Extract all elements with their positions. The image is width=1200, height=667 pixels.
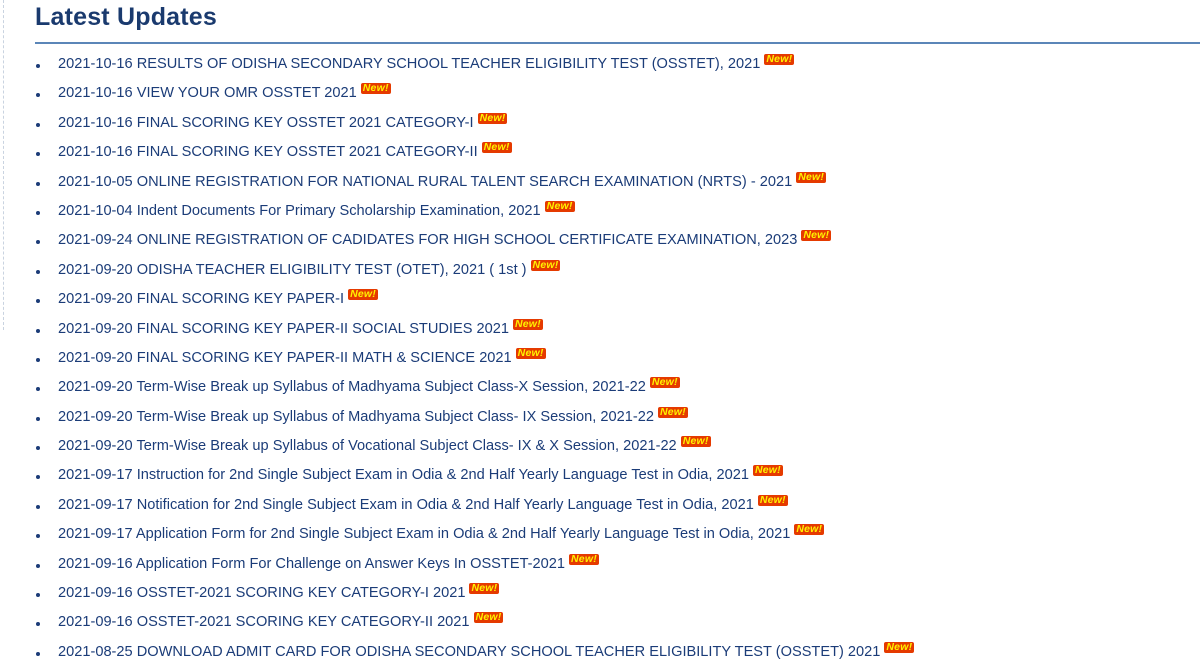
new-badge-icon: New! [886, 640, 913, 653]
update-link[interactable] [58, 526, 790, 542]
updates-list [0, 50, 914, 667]
new-badge-icon: New! [479, 111, 506, 124]
update-title: RESULTS OF ODISHA SECONDARY SCHOOL TEACHER ELIGIBILITY TEST (OSSTET), 2021 [136, 56, 761, 72]
update-item [0, 285, 914, 314]
new-badge-icon: New! [754, 464, 781, 477]
update-date: 2021-10-16 [58, 144, 133, 161]
new-badge-icon: New! [651, 376, 678, 389]
update-date: 2021-09-20 [58, 408, 133, 425]
update-link[interactable] [58, 262, 527, 278]
update-link[interactable] [58, 409, 654, 425]
update-title: Application Form For Challenge on Answer Keys In OSSTET-2021 [135, 555, 566, 572]
update-link[interactable] [58, 321, 509, 337]
update-date: 2021-09-20 [58, 291, 133, 308]
bullet-icon [36, 299, 40, 303]
bullet-icon [36, 329, 40, 333]
new-badge-icon: New! [803, 229, 830, 242]
bullet-icon [36, 240, 40, 244]
update-item [0, 520, 914, 549]
update-item [0, 168, 914, 197]
update-link[interactable] [58, 614, 470, 630]
update-item [0, 403, 914, 432]
update-title: ONLINE REGISTRATION FOR NATIONAL RURAL TALENT SEARCH EXAMINATION (NRTS) - 2021 [136, 173, 793, 190]
new-badge-icon: New! [532, 258, 559, 271]
update-date: 2021-10-16 [58, 114, 133, 131]
update-link[interactable] [58, 467, 749, 483]
update-item [0, 197, 914, 226]
new-badge-icon: New! [571, 552, 597, 565]
update-date: 2021-09-20 [58, 261, 133, 278]
new-badge-icon: New! [546, 199, 573, 212]
update-link[interactable] [58, 291, 344, 307]
new-badge-icon: New! [682, 435, 709, 448]
new-badge-icon: New! [483, 141, 510, 154]
bullet-icon [36, 505, 40, 509]
update-title: FINAL SCORING KEY PAPER-II MATH & SCIENCE 2021 [136, 349, 512, 366]
update-link[interactable] [58, 438, 677, 454]
bullet-icon [36, 387, 40, 391]
update-date: 2021-10-04 [58, 202, 133, 219]
update-item [0, 344, 914, 373]
new-badge-icon: New! [798, 170, 825, 183]
update-link[interactable] [58, 203, 541, 219]
update-date: 2021-09-16 [58, 585, 133, 602]
bullet-icon [36, 270, 40, 274]
update-date: 2021-10-16 [58, 85, 133, 102]
bullet-icon [36, 93, 40, 97]
update-title: Application Form for 2nd Single Subject Exam in Odia & 2nd Half Yearly Language Test in Odia, 2021 [135, 526, 791, 543]
update-link[interactable] [58, 644, 880, 660]
update-title: Indent Documents For Primary Scholarship Examination, 2021 [136, 202, 541, 219]
update-item [0, 608, 914, 637]
new-badge-icon: New! [659, 405, 686, 418]
bullet-icon [36, 534, 40, 538]
update-title: ODISHA TEACHER ELIGIBILITY TEST (OTET), 2021 ( 1st ) [136, 261, 527, 278]
update-date: 2021-09-20 [58, 349, 133, 366]
new-badge-icon: New! [517, 346, 544, 359]
update-title: ONLINE REGISTRATION OF CADIDATES FOR HIGH SCHOOL CERTIFICATE EXAMINATION, 2023 [136, 232, 798, 249]
update-link[interactable] [58, 585, 465, 601]
update-date: 2021-10-16 [58, 56, 133, 72]
update-item [0, 79, 914, 108]
bullet-icon [36, 475, 40, 479]
update-item [0, 491, 914, 520]
update-item [0, 50, 914, 79]
update-link[interactable] [58, 497, 754, 513]
update-date: 2021-09-16 [58, 614, 133, 631]
update-title: DOWNLOAD ADMIT CARD FOR ODISHA SECONDARY SCHOOL TEACHER ELIGIBILITY TEST (OSSTET) 2021 [136, 643, 881, 660]
update-item [0, 461, 914, 490]
update-link[interactable] [58, 556, 565, 572]
bullet-icon [36, 622, 40, 626]
update-link[interactable] [58, 350, 512, 366]
update-date: 2021-09-17 [58, 467, 133, 484]
update-date: 2021-09-20 [58, 320, 133, 337]
update-title: OSSTET-2021 SCORING KEY CATEGORY-I 2021 [136, 585, 466, 602]
update-link[interactable] [58, 85, 357, 101]
update-date: 2021-10-05 [58, 173, 133, 190]
update-item [0, 256, 914, 285]
update-item [0, 138, 914, 167]
update-link[interactable] [58, 232, 797, 248]
update-title: FINAL SCORING KEY PAPER-I [136, 291, 345, 308]
update-item [0, 579, 914, 608]
update-title: Instruction for 2nd Single Subject Exam in Odia & 2nd Half Yearly Language Test in Odia, 2021 [136, 467, 749, 484]
bullet-icon [36, 446, 40, 450]
update-date: 2021-09-17 [58, 496, 133, 513]
update-title: FINAL SCORING KEY OSSTET 2021 CATEGORY-I [136, 114, 474, 131]
new-badge-icon: New! [475, 611, 502, 624]
bullet-icon [36, 211, 40, 215]
update-title: FINAL SCORING KEY OSSTET 2021 CATEGORY-II [136, 144, 478, 161]
update-title: VIEW YOUR OMR OSSTET 2021 [136, 85, 357, 102]
update-date: 2021-09-20 [58, 379, 133, 396]
new-badge-icon: New! [362, 82, 389, 95]
update-link[interactable] [58, 144, 478, 160]
new-badge-icon: New! [759, 493, 786, 506]
new-badge-icon: New! [766, 53, 793, 65]
update-link[interactable] [58, 56, 760, 72]
update-date: 2021-09-16 [58, 555, 133, 572]
heading-rule [35, 42, 1200, 44]
bullet-icon [36, 182, 40, 186]
update-title: Term-Wise Break up Syllabus of Madhyama Subject Class- IX Session, 2021-22 [136, 408, 654, 425]
update-item [0, 315, 914, 344]
bullet-icon [36, 593, 40, 597]
bullet-icon [36, 652, 40, 656]
new-badge-icon: New! [796, 523, 823, 536]
update-date: 2021-09-17 [58, 526, 133, 543]
update-date: 2021-09-20 [58, 438, 133, 455]
update-date: 2021-08-25 [58, 643, 133, 660]
update-item [0, 109, 914, 138]
bullet-icon [36, 417, 40, 421]
update-title: Term-Wise Break up Syllabus of Vocational Subject Class- IX & X Session, 2021-22 [136, 438, 677, 455]
new-badge-icon: New! [514, 317, 541, 330]
update-date: 2021-09-24 [58, 232, 133, 249]
bullet-icon [36, 152, 40, 156]
section-heading: Latest Updates [35, 3, 218, 31]
update-item [0, 432, 914, 461]
new-badge-icon: New! [350, 288, 376, 301]
update-title: FINAL SCORING KEY PAPER-II SOCIAL STUDIES 2021 [136, 320, 509, 337]
update-title: Term-Wise Break up Syllabus of Madhyama Subject Class-X Session, 2021-22 [136, 379, 646, 396]
update-item [0, 638, 914, 667]
bullet-icon [36, 564, 40, 568]
update-link[interactable] [58, 115, 474, 131]
update-item [0, 226, 914, 255]
update-link[interactable] [58, 174, 792, 190]
update-item [0, 550, 914, 579]
update-title: OSSTET-2021 SCORING KEY CATEGORY-II 2021 [136, 614, 470, 631]
bullet-icon [36, 358, 40, 362]
update-title: Notification for 2nd Single Subject Exam in Odia & 2nd Half Yearly Language Test in Odia, 2021 [136, 496, 754, 513]
bullet-icon [36, 64, 40, 68]
bullet-icon [36, 123, 40, 127]
update-link[interactable] [58, 379, 646, 395]
update-item [0, 373, 914, 402]
new-badge-icon: New! [471, 582, 498, 595]
